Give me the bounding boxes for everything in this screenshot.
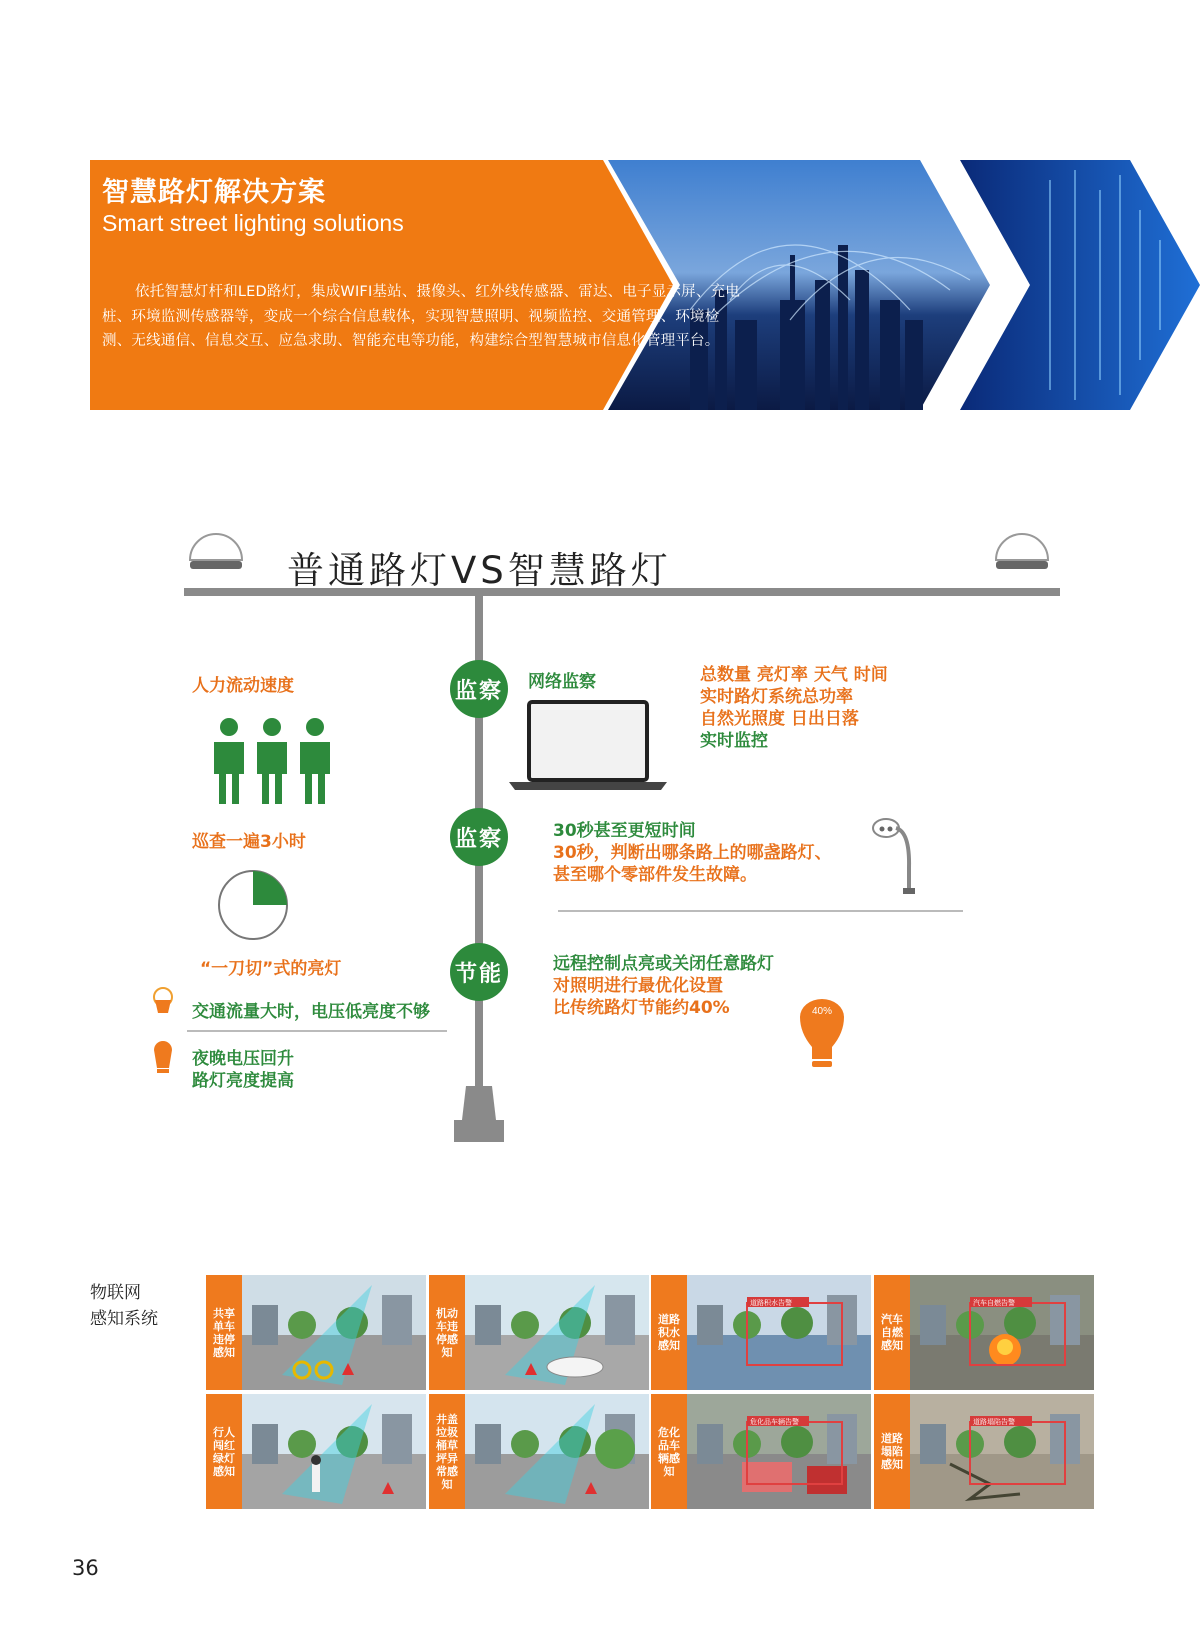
bicycle-scene bbox=[242, 1275, 426, 1390]
left-lamp-icon bbox=[190, 534, 242, 569]
comparison-title: 普通路灯VS智慧路灯 bbox=[287, 549, 672, 592]
flood-scene bbox=[687, 1275, 871, 1390]
collapse-scene bbox=[910, 1394, 1094, 1509]
energy-bulb-icon bbox=[800, 999, 844, 1067]
monitor-badge-1: 监察 bbox=[450, 660, 508, 718]
iot-tile bbox=[874, 1394, 1094, 1509]
energy-line2: 对照明进行最优化设置 bbox=[553, 976, 723, 996]
manhole-scene bbox=[465, 1394, 649, 1509]
iot-alert-label: 道路积水告警 bbox=[750, 1299, 792, 1307]
small-streetlamp-icon bbox=[873, 819, 915, 894]
iot-tile-label bbox=[429, 1275, 465, 1390]
iot-tile-label bbox=[206, 1394, 242, 1509]
pedestrian-scene bbox=[242, 1394, 426, 1509]
fire-scene bbox=[910, 1275, 1094, 1390]
people-icon bbox=[214, 718, 330, 804]
laptop-icon bbox=[509, 702, 667, 790]
iot-section-title bbox=[90, 1280, 158, 1332]
iot-tile bbox=[206, 1394, 426, 1509]
stats-line4: 实时监控 bbox=[700, 731, 768, 751]
stats-line3: 自然光照度 日出日落 bbox=[700, 709, 859, 729]
flow-speed-label: 人力流动速度 bbox=[192, 676, 294, 696]
iot-tile-label bbox=[651, 1275, 687, 1390]
fault-line3: 甚至哪个零部件发生故障。 bbox=[553, 865, 757, 885]
stats-line2: 实时路灯系统总功率 bbox=[700, 687, 853, 707]
iot-alert-label: 危化品车辆告警 bbox=[750, 1418, 799, 1426]
traffic-note: 交通流量大时，电压低亮度不够 bbox=[192, 1002, 430, 1022]
network-label: 网络监察 bbox=[528, 672, 596, 692]
iot-tile-label-text: 机动车违停感知 bbox=[436, 1306, 458, 1359]
iot-tile-label-text: 汽车自燃感知 bbox=[881, 1313, 903, 1352]
truck-scene bbox=[687, 1394, 871, 1509]
fault-line1: 30秒甚至更短时间 bbox=[553, 821, 696, 841]
iot-tile-label bbox=[429, 1394, 465, 1509]
iot-title-line1: 物联网 bbox=[90, 1283, 141, 1303]
pole-base bbox=[462, 1086, 496, 1120]
right-lamp-icon bbox=[996, 534, 1048, 569]
iot-tile-label bbox=[874, 1275, 910, 1390]
iot-tile-label bbox=[874, 1394, 910, 1509]
iot-alert-label: 道路塌陷告警 bbox=[973, 1418, 1015, 1426]
iot-tile-label-text: 道路塌陷感知 bbox=[881, 1432, 903, 1471]
patrol-label: 巡查一遍3小时 bbox=[192, 832, 306, 852]
iot-tile bbox=[651, 1394, 871, 1509]
iot-tile-label-text: 行人闯红绿灯感知 bbox=[213, 1425, 235, 1478]
iot-tile-label bbox=[206, 1275, 242, 1390]
iot-tile bbox=[874, 1275, 1094, 1390]
iot-tile-label-text: 道路积水感知 bbox=[658, 1313, 680, 1352]
bulb-icon-1 bbox=[154, 988, 172, 1013]
iot-tile-label-text: 井盖垃圾桶草坪异常感知 bbox=[436, 1412, 458, 1491]
bulb-percentage: 40% bbox=[811, 1006, 833, 1017]
iot-alert-label: 汽车自燃告警 bbox=[973, 1299, 1015, 1307]
energy-line1: 远程控制点亮或关闭任意路灯 bbox=[553, 954, 774, 974]
stats-line1: 总数量 亮灯率 天气 时间 bbox=[700, 665, 888, 685]
patrol-clock-icon bbox=[219, 871, 287, 939]
car-scene bbox=[465, 1275, 649, 1390]
monitor-badge-2: 监察 bbox=[450, 808, 508, 866]
iot-tile bbox=[206, 1275, 426, 1390]
banner-title: 智慧路灯解决方案 bbox=[102, 177, 326, 208]
right-divider bbox=[558, 910, 963, 912]
night-note-line2: 路灯亮度提高 bbox=[192, 1071, 294, 1091]
iot-title-line2: 感知系统 bbox=[90, 1309, 158, 1329]
iot-tile-label-text: 危化品车辆感知 bbox=[658, 1425, 680, 1478]
energy-line3: 比传统路灯节能约40% bbox=[553, 998, 730, 1018]
left-divider bbox=[187, 1030, 447, 1032]
iot-tile-label bbox=[651, 1394, 687, 1509]
iot-tile bbox=[429, 1275, 649, 1390]
page-number: 36 bbox=[72, 1556, 99, 1580]
banner-body: 依托智慧灯杆和LED路灯，集成WIFI基站、摄像头、红外线传感器、雷达、电子显示屏、充电桩、环境监测传感器等，变成一个综合信息载体，实现智慧照明、视频监控、交通管理、环境检测、无线通信、信息交互、应急求助、智能充电等功能，构建综合型智慧城市信息化管理平台。 bbox=[102, 284, 740, 349]
energy-badge: 节能 bbox=[450, 943, 508, 1001]
iot-tile bbox=[651, 1275, 871, 1390]
iot-tile bbox=[429, 1394, 649, 1509]
fault-line2: 30秒，判断出哪条路上的哪盏路灯、 bbox=[553, 843, 832, 863]
bulb-icon-2 bbox=[154, 1041, 172, 1073]
one-size-label: “一刀切”式的亮灯 bbox=[200, 959, 342, 979]
night-note-line1: 夜晚电压回升 bbox=[192, 1049, 294, 1069]
iot-tile-label-text: 共享单车违停感知 bbox=[213, 1306, 235, 1359]
banner-subtitle: Smart street lighting solutions bbox=[102, 210, 404, 236]
